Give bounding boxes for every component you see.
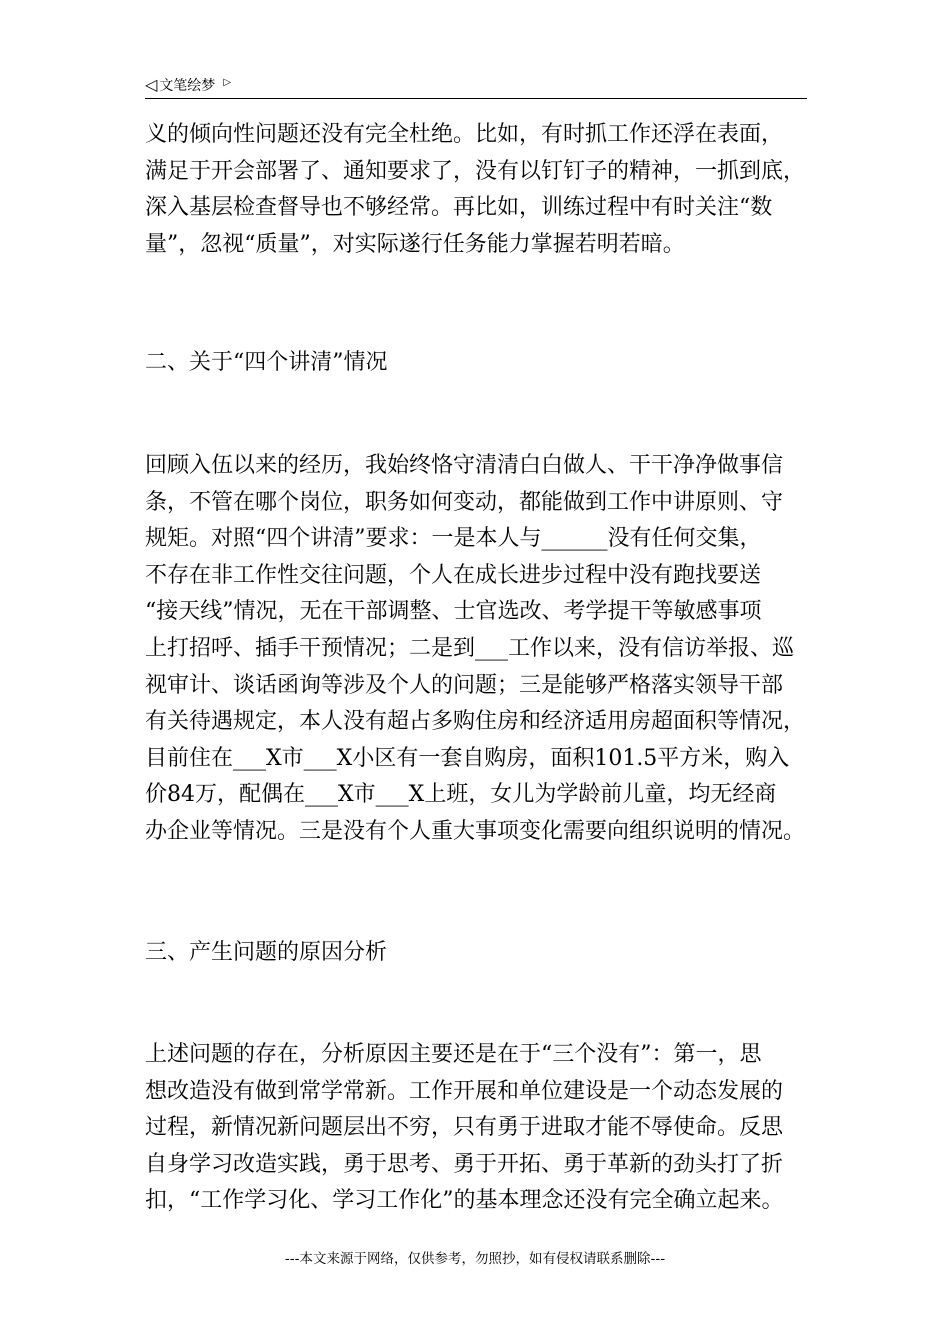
paragraph-line: 扣，“工作学习化、学习工作化”的基本理念还没有完全确立起来。 — [145, 1188, 784, 1214]
paragraph-line: 过程，新情况新问题层出不穷，只有勇于进取才能不辱使命。反思 — [145, 1115, 784, 1141]
paragraph-2 — [145, 448, 825, 851]
paragraph-line: 规矩。对照“四个讲清”要求：一是本人与______没有任何交集， — [145, 526, 762, 552]
paragraph-line: 满足于开会部署了、通知要求了，没有以钉钉子的精神，一抓到底， — [145, 158, 806, 184]
paragraph-line: 回顾入伍以来的经历，我始终恪守清清白白做人、干干净净做事信 — [145, 453, 784, 478]
left-triangle-icon: ◁ — [145, 75, 158, 94]
paragraph-1 — [145, 117, 825, 263]
paragraph-line: 想改造没有做到常学常新。工作开展和单位建设是一个动态发展的 — [145, 1078, 784, 1104]
section-heading-2: 二、关于“四个讲清”情况 — [145, 350, 388, 375]
paragraph-line: “接天线”情况，无在干部调整、士官选改、考学提干等敏感事项 — [145, 599, 762, 625]
section-heading-3: 三、产生问题的原因分析 — [145, 940, 388, 965]
page-header — [145, 70, 807, 99]
paragraph-line: 不存在非工作性交往问题，个人在成长进步过程中没有跑找要送 — [145, 562, 762, 588]
header-logo — [145, 75, 231, 95]
paragraph-line: 视审计、谈话函询等涉及个人的问题；三是能够严格落实领导干部 — [145, 672, 784, 698]
paragraph-line: 深入基层检查督导也不够经常。再比如，训练过程中有时关注“数 — [145, 195, 773, 221]
page-footer-disclaimer: ---本文来源于网络，仅供参考，勿照抄，如有侵权请联系删除--- — [284, 1251, 666, 1267]
paragraph-line: 条，不管在哪个岗位，职务如何变动，都能做到工作中讲原则、守 — [145, 489, 784, 515]
paragraph-line: 上述问题的存在，分析原因主要还是在于“三个没有”：第一，思 — [145, 1042, 762, 1067]
paragraph-3 — [145, 1037, 825, 1220]
paragraph-line: 量”，忽视“质量”，对实际遂行任务能力掌握若明若暗。 — [145, 231, 685, 257]
paragraph-line: 有关待遇规定，本人没有超占多购住房和经济适用房超面积等情况， — [145, 709, 806, 735]
paragraph-line: 上打招呼、插手干预情况；二是到___工作以来，没有信访举报、巡 — [145, 635, 795, 661]
paragraph-line: 办企业等情况。三是没有个人重大事项变化需要向组织说明的情况。 — [145, 818, 806, 844]
right-triangle-icon: ▷ — [223, 77, 232, 88]
paragraph-line: 自身学习改造实践，勇于思考、勇于开拓、勇于革新的劲头打了折 — [145, 1151, 784, 1177]
paragraph-line: 价84万，配偶在___X市___X上班，女儿为学龄前儿童，均无经商 — [145, 782, 777, 808]
paragraph-line: 目前住在___X市___X小区有一套自购房，面积101.5平方米，购入 — [145, 745, 790, 771]
paragraph-line: 义的倾向性问题还没有完全杜绝。比如，有时抓工作还浮在表面， — [145, 122, 784, 147]
header-title: 文笔绘梦 — [159, 78, 216, 94]
